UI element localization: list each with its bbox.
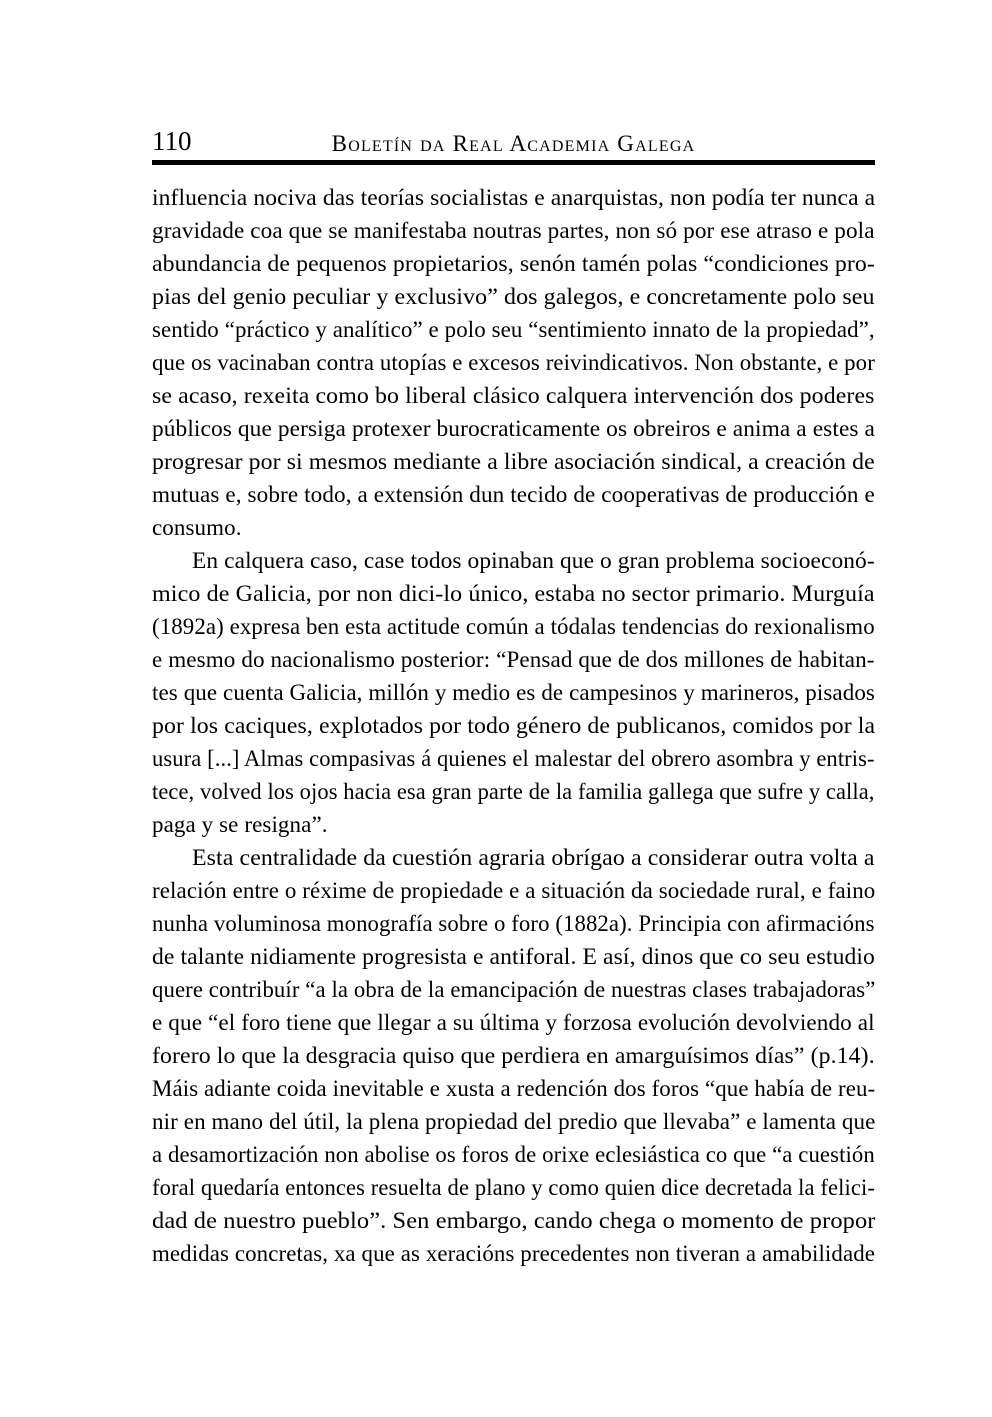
text-line [152, 1237, 875, 1270]
text-line [152, 610, 875, 643]
text-line-content: se acaso, rexeita como bo liberal clásico calquera intervención dos poderes [152, 383, 875, 408]
text-line [152, 214, 875, 247]
text-line-content: relación entre o réxime de propiedade e a situación da sociedade rural, e faino [152, 878, 876, 903]
text-line [152, 544, 875, 577]
text-line-content: e mesmo do nacionalismo posterior: “Pensad que de dos millones de habitan- [152, 647, 875, 672]
text-line [152, 709, 875, 742]
text-line-content: abundancia de pequenos propietarios, senón tamén polas “condiciones pro- [152, 251, 875, 276]
journal-title: Boletín da Real Academia Galega [331, 131, 696, 156]
text-line-content: progresar por si mesmos mediante a libre asociación sindical, a creación de [152, 449, 875, 474]
text-line-content: tece, volved los ojos hacia esa gran parte de la familia gallega que sufre y calla, [152, 779, 875, 804]
text-block [152, 0, 875, 1417]
page-header [152, 122, 875, 158]
text-line-content: que os vacinaban contra utopías e excesos reivindicativos. Non obstante, e por [152, 350, 875, 375]
text-line [152, 973, 875, 1006]
text-line-content: públicos que persiga protexer burocraticamente os obreiros e anima a estes a [152, 416, 876, 441]
header-rule [152, 160, 875, 165]
text-line [152, 511, 875, 544]
text-line [152, 643, 875, 676]
text-line [152, 412, 875, 445]
text-line [152, 247, 875, 280]
text-line-content: En calquera caso, case todos opinaban que o gran problema socioeconó- [192, 548, 875, 573]
text-line [152, 874, 875, 907]
text-line-content: quere contribuír “a la obra de la emancipación de nuestras clases trabajadoras” [152, 977, 876, 1002]
text-line-content: mico de Galicia, por non dici-lo único, estaba no sector primario. Murguía [152, 581, 875, 606]
text-line [152, 1006, 875, 1039]
text-line-content: usura [...] Almas compasivas á quienes el malestar del obrero asombra y entris- [152, 746, 875, 771]
text-line-content: forero lo que la desgracia quiso que perdiera en amarguísimos días” (p.14). [152, 1043, 875, 1068]
text-line [152, 445, 875, 478]
text-line-content: (1892a) expresa ben esta actitude común a tódalas tendencias do rexionalismo [152, 614, 875, 639]
text-line [152, 478, 875, 511]
text-line [152, 1105, 875, 1138]
text-line-content: por los caciques, explotados por todo género de publicanos, comidos por la [152, 713, 876, 738]
text-line-content: influencia nociva das teorías socialistas e anarquistas, non podía ter nunca a [152, 185, 876, 210]
text-line-content: de talante nidiamente progresista e antiforal. E así, dinos que co seu estudio [152, 944, 875, 969]
text-line-content: medidas concretas, xa que as xeracións precedentes non tiveran a amabilidade [152, 1241, 876, 1266]
text-line [152, 940, 875, 973]
text-line-content: Esta centralidade da cuestión agraria obrígao a considerar outra volta a [192, 845, 875, 870]
text-line [152, 1072, 875, 1105]
text-line-content: pias del genio peculiar y exclusivo” dos galegos, e concretamente polo seu [152, 284, 875, 309]
text-line [152, 346, 875, 379]
text-line [152, 280, 875, 313]
text-line [152, 313, 875, 346]
text-line-content: consumo. [152, 515, 242, 540]
text-line [152, 775, 875, 808]
text-line-content: tes que cuenta Galicia, millón y medio es de campesinos y marineros, pisados [152, 680, 875, 705]
text-line [152, 379, 875, 412]
text-line-content: sentido “práctico y analítico” e polo seu “sentimiento innato de la propiedad”, [152, 317, 875, 342]
text-line-content: Máis adiante coida inevitable e xusta a redención dos foros “que había de reu- [152, 1076, 876, 1101]
text-line [152, 577, 875, 610]
page-number: 110 [152, 126, 192, 156]
text-line-content: mutuas e, sobre todo, a extensión dun tecido de cooperativas de producción e [152, 482, 875, 507]
text-line [152, 808, 875, 841]
text-line [152, 181, 875, 214]
text-line [152, 1039, 875, 1072]
text-line-content: foral quedaría entonces resuelta de plano y como quien dice decretada la felici- [152, 1175, 875, 1200]
body-text [152, 181, 875, 1270]
text-line-content: nir en mano del útil, la plena propiedad del predio que llevaba” e lamenta que [152, 1109, 876, 1134]
text-line [152, 841, 875, 874]
text-line-content: gravidade coa que se manifestaba noutras partes, non só por ese atraso e pola [152, 218, 875, 243]
text-line-content: e que “el foro tiene que llegar a su última y forzosa evolución devolviendo al [152, 1010, 875, 1035]
text-line-content: dad de nuestro pueblo”. Sen embargo, cando chega o momento de propor [152, 1208, 876, 1233]
text-line [152, 742, 875, 775]
text-line-content: nunha voluminosa monografía sobre o foro (1882a). Principia con afirmacións [152, 911, 875, 936]
text-line [152, 1138, 875, 1171]
text-line [152, 1204, 875, 1237]
text-line-content: a desamortización non abolise os foros de orixe eclesiástica co que “a cuestión [152, 1142, 875, 1167]
text-line [152, 907, 875, 940]
text-line [152, 676, 875, 709]
text-line-content: paga y se resigna”. [152, 812, 328, 837]
text-line [152, 1171, 875, 1204]
